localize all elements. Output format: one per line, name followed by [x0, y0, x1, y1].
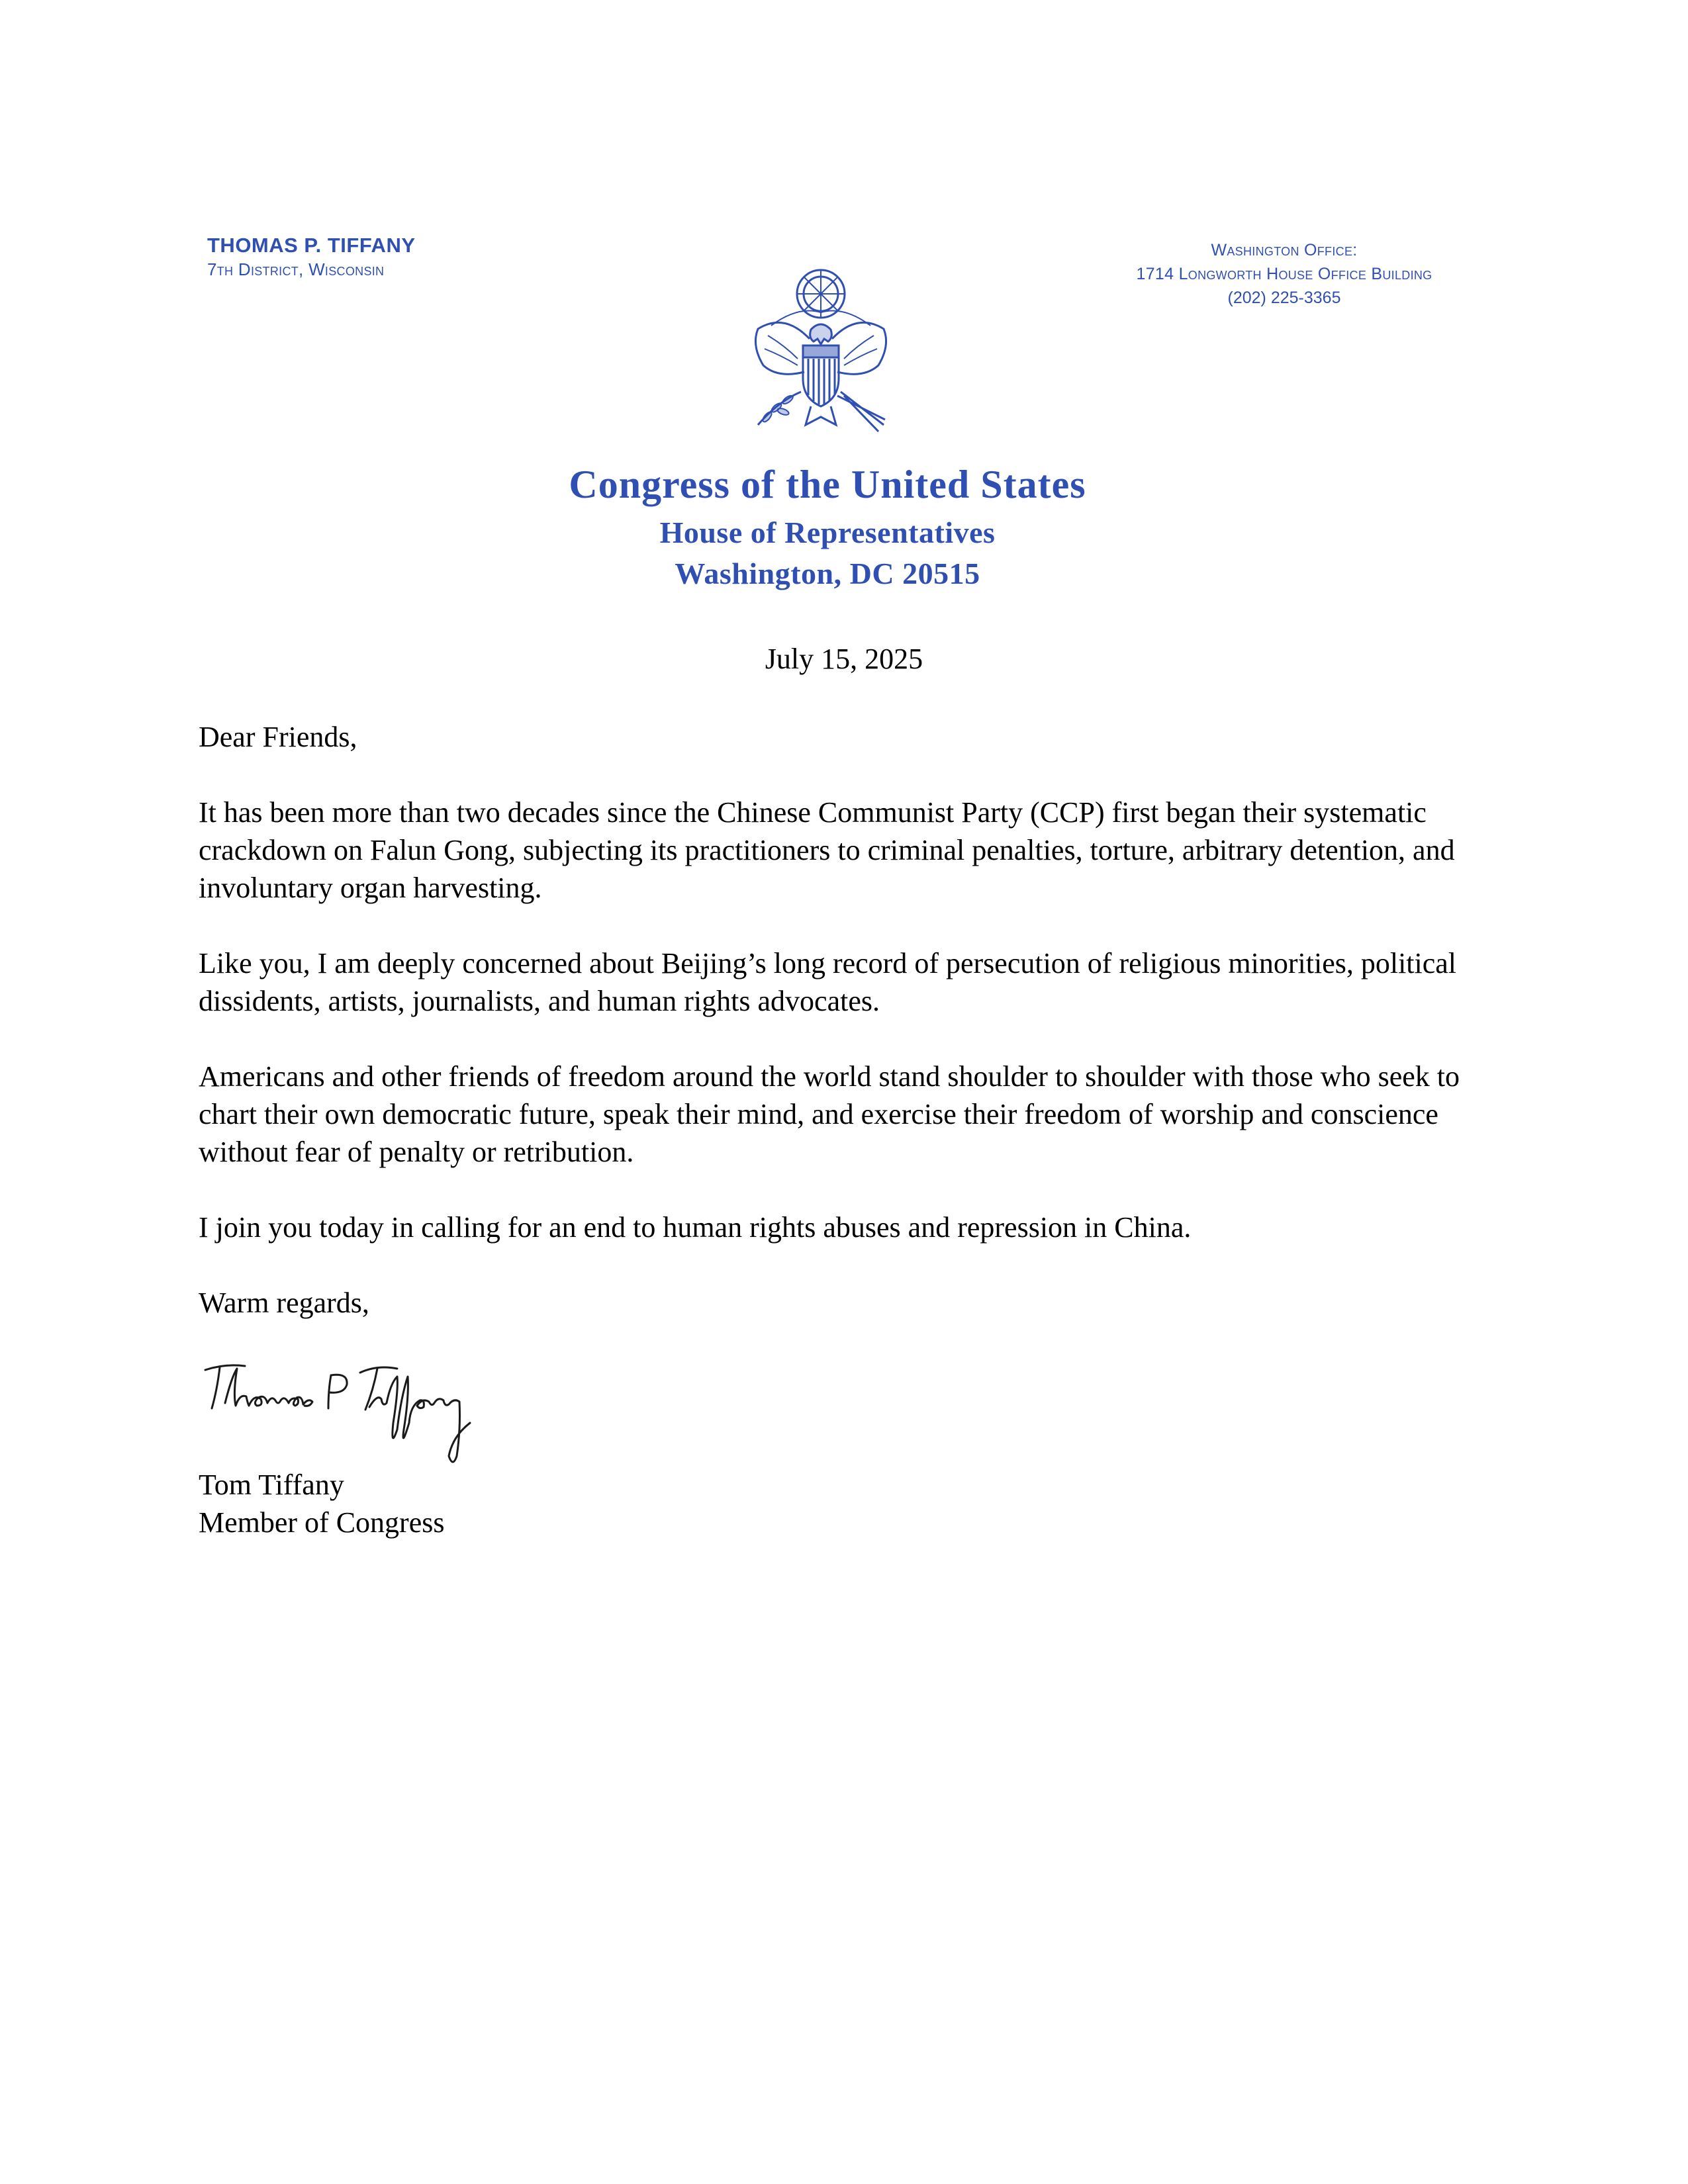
paragraph: Like you, I am deeply concerned about Beijing’s long record of persecution of religious minorities, political dissidents, artists, journalists, and human rights advocates. — [199, 947, 1457, 1017]
signer-title: Member of Congress — [199, 1506, 445, 1539]
letterhead-representative — [207, 233, 671, 281]
handwritten-signature — [199, 1357, 490, 1469]
office-phone: (202) 225-3365 — [1227, 289, 1341, 307]
letterhead-office — [1072, 238, 1496, 310]
signer-block — [199, 1466, 445, 1541]
salutation: Dear Friends, — [199, 721, 357, 753]
house-line: House of Representatives — [659, 516, 996, 549]
representative-name: THOMAS P. TIFFANY — [207, 234, 416, 257]
office-label: Washington Office: — [1211, 241, 1358, 259]
closing: Warm regards, — [199, 1287, 369, 1319]
representative-district: 7th District, Wisconsin — [207, 259, 385, 279]
city-line: Washington, DC 20515 — [675, 557, 980, 590]
letter-date: July 15, 2025 — [765, 643, 923, 675]
letter-body — [199, 718, 1496, 1359]
congress-title: Congress of the United States — [569, 463, 1086, 506]
paragraph: It has been more than two decades since the Chinese Communist Party (CCP) first began their systematic crackdown on Falun Gong, subjecting its practitioners to criminal penalties, torture, arbitrary detention, and involuntary organ harvesting. — [199, 796, 1455, 904]
signer-name: Tom Tiffany — [199, 1469, 344, 1501]
great-seal-eagle-icon — [731, 266, 910, 445]
paragraph: I join you today in calling for an end to human rights abuses and repression in China. — [199, 1211, 1192, 1244]
paragraph: Americans and other friends of freedom around the world stand shoulder to shoulder with those who seek to chart their own democratic future, speak their mind, and exercise their freedom of worship and conscience without fear of penalty or retribution. — [199, 1060, 1460, 1168]
institution-header — [397, 457, 1258, 594]
office-building: 1714 Longworth House Office Building — [1136, 265, 1432, 283]
